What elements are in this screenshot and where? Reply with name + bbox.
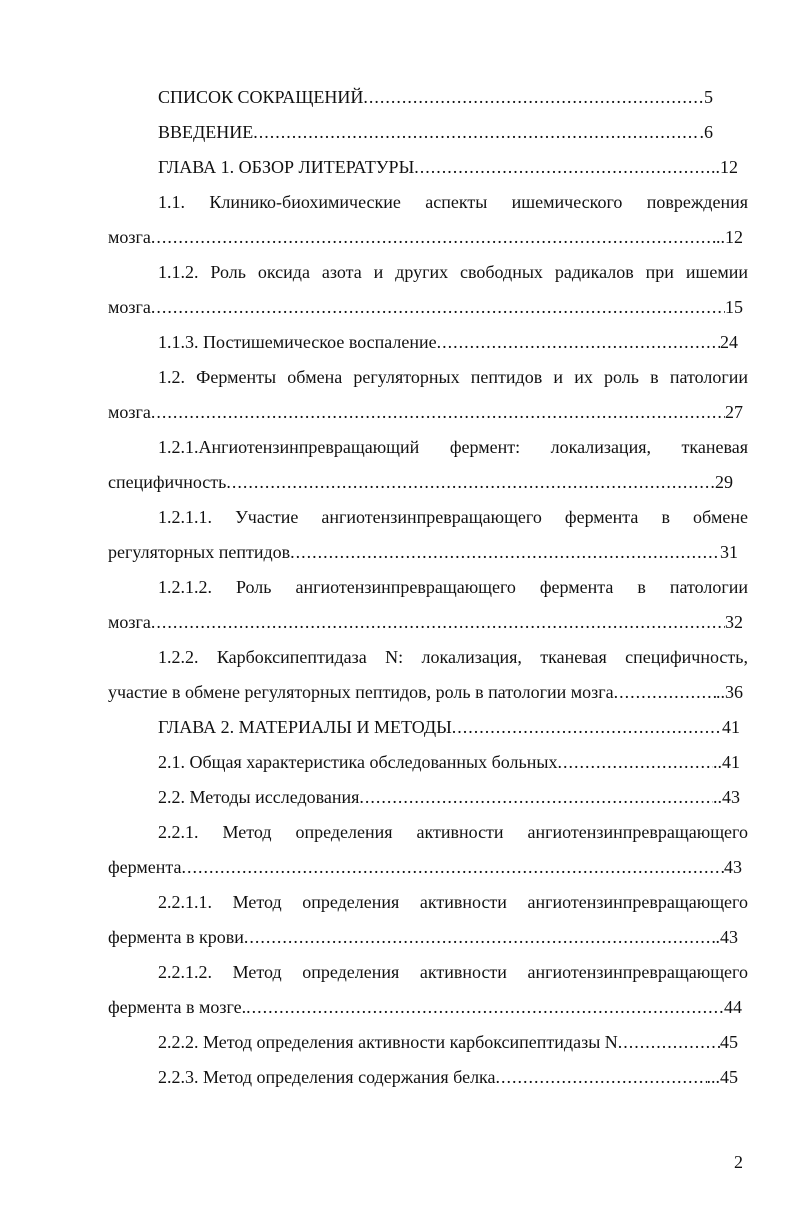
toc-entry-title-continued: мозга [108, 297, 151, 317]
leader-dots [151, 220, 716, 255]
toc-entry-1-2-2 [108, 640, 748, 710]
toc-entry-abbreviations [108, 80, 748, 115]
toc-entry-page: 44 [724, 997, 742, 1017]
toc-entry-1-2-1-1 [108, 500, 748, 570]
toc-entry-title-continued: мозга [108, 227, 151, 247]
leader-dots [246, 990, 724, 1025]
leader-dots [290, 535, 720, 570]
toc-entry-title: 2.2.2. Метод определения активности карбоксипептидазы N [158, 1032, 618, 1052]
toc-entry-1-2-1 [108, 430, 748, 500]
toc-entry-title-continued: регуляторных пептидов [108, 542, 291, 562]
leader-dots [452, 710, 722, 745]
leader-dots [244, 920, 716, 955]
toc-entry-page: ..43 [713, 787, 740, 807]
toc-entry-page: 41 [722, 717, 740, 737]
toc-entry-page: 29 [715, 472, 733, 492]
toc-entry-page: 27 [725, 402, 743, 422]
leader-dots [557, 745, 713, 780]
leader-dots [226, 465, 715, 500]
leader-dots [618, 1025, 720, 1060]
toc-entry-page: 5 [704, 87, 713, 107]
toc-entry-title: 1.2.1.2. Роль ангиотензинпревращающего фермента в патологии [158, 577, 748, 597]
toc-entry-page: ..41 [713, 752, 740, 772]
toc-entry-1-1-3 [108, 325, 748, 360]
toc-entry-2-1 [108, 745, 748, 780]
toc-entry-page: .6 [699, 122, 713, 142]
toc-entry-title: 1.2. Ферменты обмена регуляторных пептидов и их роль в патологии [158, 367, 748, 387]
leader-dots [614, 675, 716, 710]
leader-dots [151, 290, 725, 325]
toc-entry-2-2-1-2 [108, 955, 748, 1025]
toc-entry-title-continued: фермента [108, 857, 182, 877]
toc-entry-page: ..36 [716, 682, 743, 702]
toc-entry-page: 24 [720, 332, 738, 352]
leader-dots [437, 325, 720, 360]
toc-entry-page: 31 [720, 542, 738, 562]
toc-entry-page: ..12 [711, 157, 738, 177]
leader-dots [359, 780, 713, 815]
toc-entry-title: СПИСОК СОКРАЩЕНИЙ [158, 87, 364, 107]
toc-entry-1-1 [108, 185, 748, 255]
leader-dots [496, 1060, 707, 1095]
toc-entry-title-continued: участие в обмене регуляторных пептидов, роль в патологии мозга [108, 682, 614, 702]
toc-entry-title: 1.2.2. Карбоксипептидаза N: локализация, тканевая специфичность, [158, 647, 748, 667]
toc-entry-title: ГЛАВА 1. ОБЗОР ЛИТЕРАТУРЫ [158, 157, 415, 177]
toc-entry-2-2-2 [108, 1025, 748, 1060]
leader-dots [253, 115, 699, 150]
toc-entry-title: 1.1.2. Роль оксида азота и других свободных радикалов при ишемии [158, 262, 748, 282]
toc-entry-1-1-2 [108, 255, 748, 325]
toc-entry-title: 1.1.3. Постишемическое воспаление [158, 332, 437, 352]
toc-entry-title: 2.2.1.2. Метод определения активности ангиотензинпревращающего [158, 962, 748, 982]
leader-dots [181, 850, 724, 885]
page-number: 2 [734, 1152, 743, 1172]
toc-entry-page: 15 [725, 297, 743, 317]
toc-entry-page: ..12 [716, 227, 743, 247]
toc-entry-2-2-1-1 [108, 885, 748, 955]
toc-entry-title: 1.2.1.1. Участие ангиотензинпревращающего фермента в обмене [158, 507, 748, 527]
toc-entry-title-continued: специфичность [108, 472, 227, 492]
leader-dots [151, 605, 725, 640]
toc-entry-page: 45 [720, 1032, 738, 1052]
toc-entry-page: ...45 [706, 1067, 738, 1087]
leader-dots [363, 80, 704, 115]
toc-entry-page: 32 [725, 612, 743, 632]
toc-entry-title: 2.2.1. Метод определения активности ангиотензинпревращающего [158, 822, 748, 842]
toc-entry-2-2-3 [108, 1060, 748, 1095]
leader-dots [151, 395, 725, 430]
toc-entry-2-2-1 [108, 815, 748, 885]
toc-entry-introduction [108, 115, 748, 150]
toc-entry-title: 1.1. Клинико-биохимические аспекты ишемического повреждения [158, 192, 748, 212]
toc-entry-title-continued: фермента в мозге. [108, 997, 247, 1017]
toc-entry-title-continued: фермента в крови [108, 927, 244, 947]
toc-entry-chapter-2 [108, 710, 748, 745]
toc-entry-1-2 [108, 360, 748, 430]
table-of-contents [108, 80, 748, 1095]
toc-entry-page: 43 [724, 857, 742, 877]
toc-entry-title: ВВЕДЕНИЕ [158, 122, 254, 142]
toc-entry-title: ГЛАВА 2. МАТЕРИАЛЫ И МЕТОДЫ [158, 717, 452, 737]
toc-entry-title: 2.1. Общая характеристика обследованных больных [158, 752, 558, 772]
toc-entry-chapter-1 [108, 150, 748, 185]
toc-entry-title: 1.2.1.Ангиотензинпревращающий фермент: локализация, тканевая [158, 437, 748, 457]
toc-entry-title-continued: мозга [108, 402, 151, 422]
toc-entry-title: 2.2.3. Метод определения содержания белка [158, 1067, 496, 1087]
toc-entry-2-2 [108, 780, 748, 815]
toc-entry-page: .43 [715, 927, 738, 947]
toc-entry-title-continued: мозга [108, 612, 151, 632]
leader-dots [414, 150, 711, 185]
toc-entry-title: 2.2.1.1. Метод определения активности ангиотензинпревращающего [158, 892, 748, 912]
toc-entry-title: 2.2. Методы исследования [158, 787, 360, 807]
toc-entry-1-2-1-2 [108, 570, 748, 640]
